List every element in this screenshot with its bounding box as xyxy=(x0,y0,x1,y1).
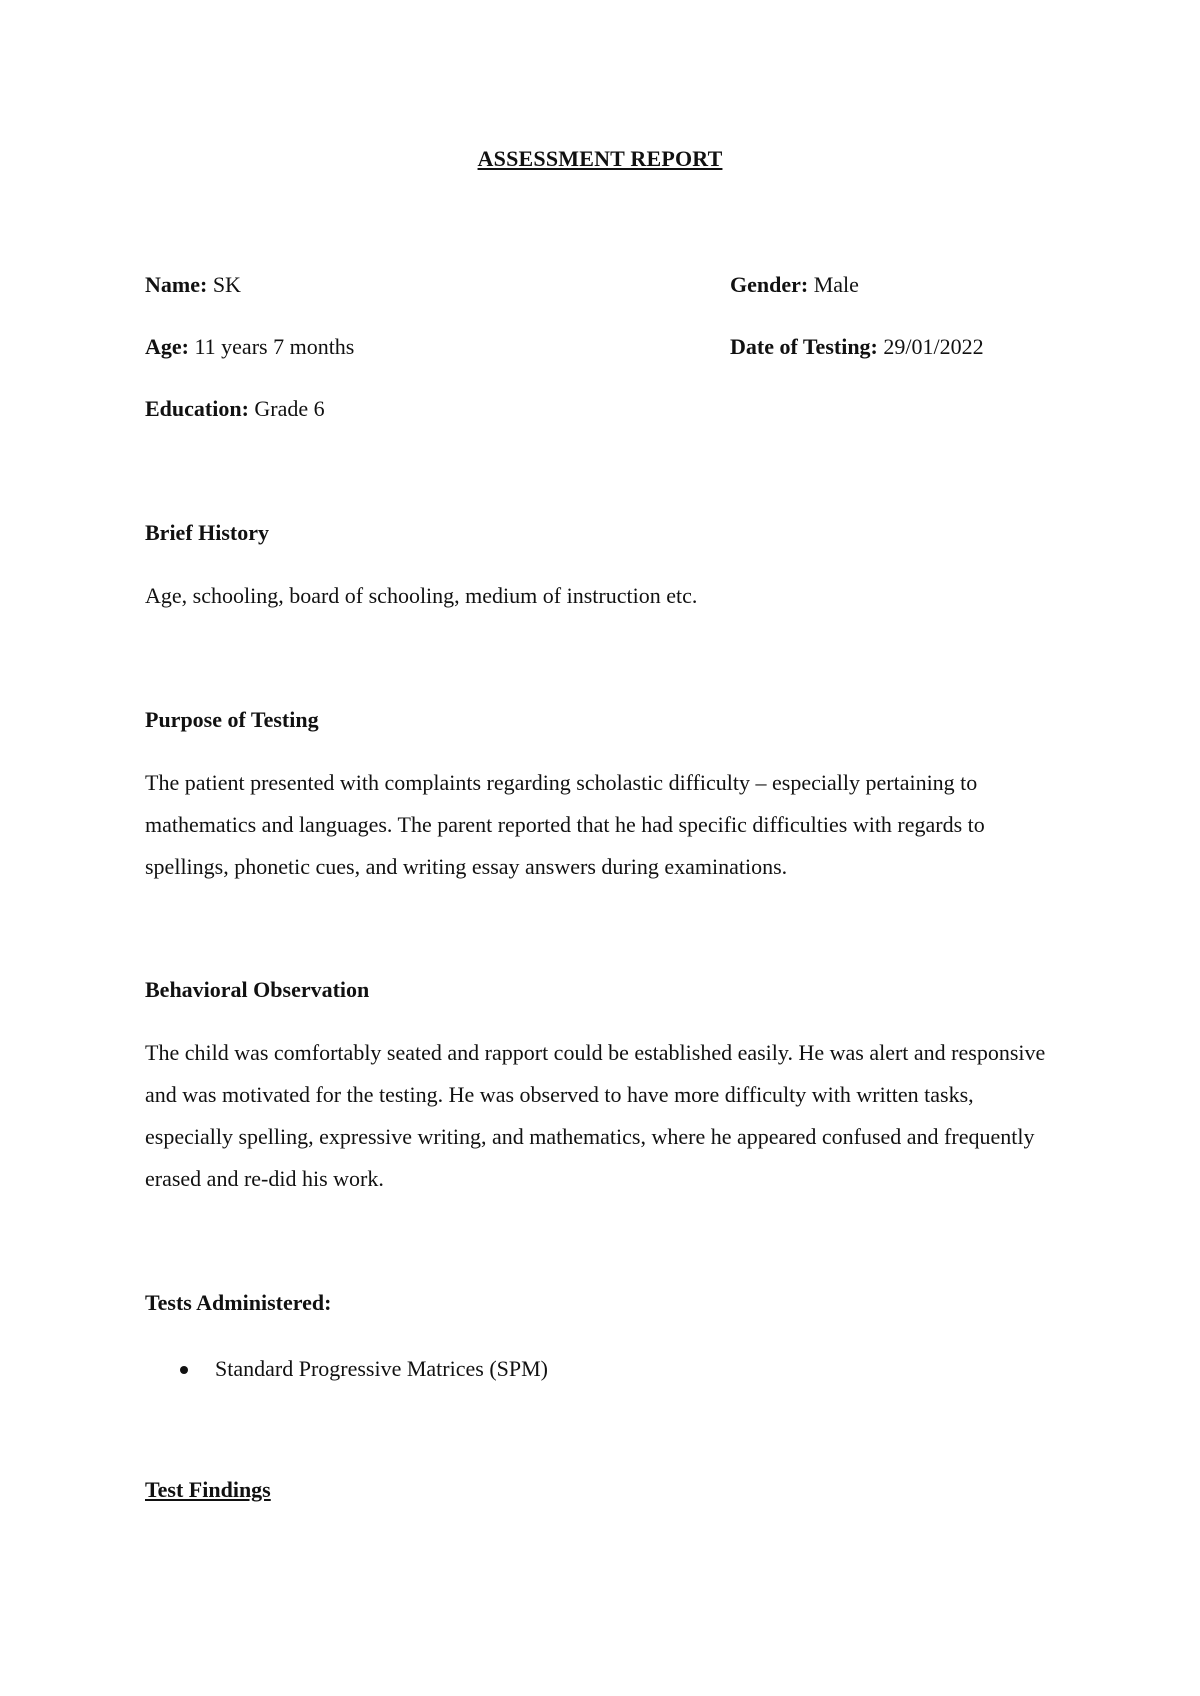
date-of-testing-field xyxy=(730,334,984,360)
brief-history-text: Age, schooling, board of schooling, medium of instruction etc. xyxy=(145,583,698,608)
gender-label: Gender: xyxy=(730,272,809,297)
bullet-icon xyxy=(180,1366,188,1374)
age-label: Age: xyxy=(145,334,189,359)
age-field xyxy=(145,334,354,360)
brief-history-heading: Brief History xyxy=(145,520,270,545)
gender-field xyxy=(730,272,859,298)
education-value: Grade 6 xyxy=(254,396,325,421)
gender-value: Male xyxy=(813,272,859,297)
purpose-heading: Purpose of Testing xyxy=(145,707,319,732)
education-label: Education: xyxy=(145,396,249,421)
behavioral-observation-heading: Behavioral Observation xyxy=(145,977,370,1002)
name-value: SK xyxy=(212,272,241,297)
name-field xyxy=(145,272,241,298)
education-field xyxy=(145,396,325,422)
tests-administered-heading: Tests Administered: xyxy=(145,1290,332,1315)
tests-list-item xyxy=(180,1356,548,1382)
purpose-text: The patient presented with complaints regarding scholastic difficulty – especially pertaining to mathematics and languages. The parent reported that he had specific difficulties with regards to spellings, phonetic cues, and writing essay answers during examinations. xyxy=(145,770,985,879)
name-label: Name: xyxy=(145,272,208,297)
date-of-testing-value: 29/01/2022 xyxy=(883,334,984,359)
test-findings-heading: Test Findings xyxy=(145,1477,271,1502)
tests-list-item-label: Standard Progressive Matrices (SPM) xyxy=(215,1356,549,1381)
behavioral-observation-text: The child was comfortably seated and rapport could be established easily. He was alert and responsive and was motivated for the testing. He was observed to have more difficulty with written tasks, especially spelling, expressive writing, and mathematics, where he appeared confused and frequently erased and re-did his work. xyxy=(145,1040,1046,1191)
date-of-testing-label: Date of Testing: xyxy=(730,334,878,359)
report-title: ASSESSMENT REPORT xyxy=(477,146,723,171)
age-value: 11 years 7 months xyxy=(194,334,355,359)
